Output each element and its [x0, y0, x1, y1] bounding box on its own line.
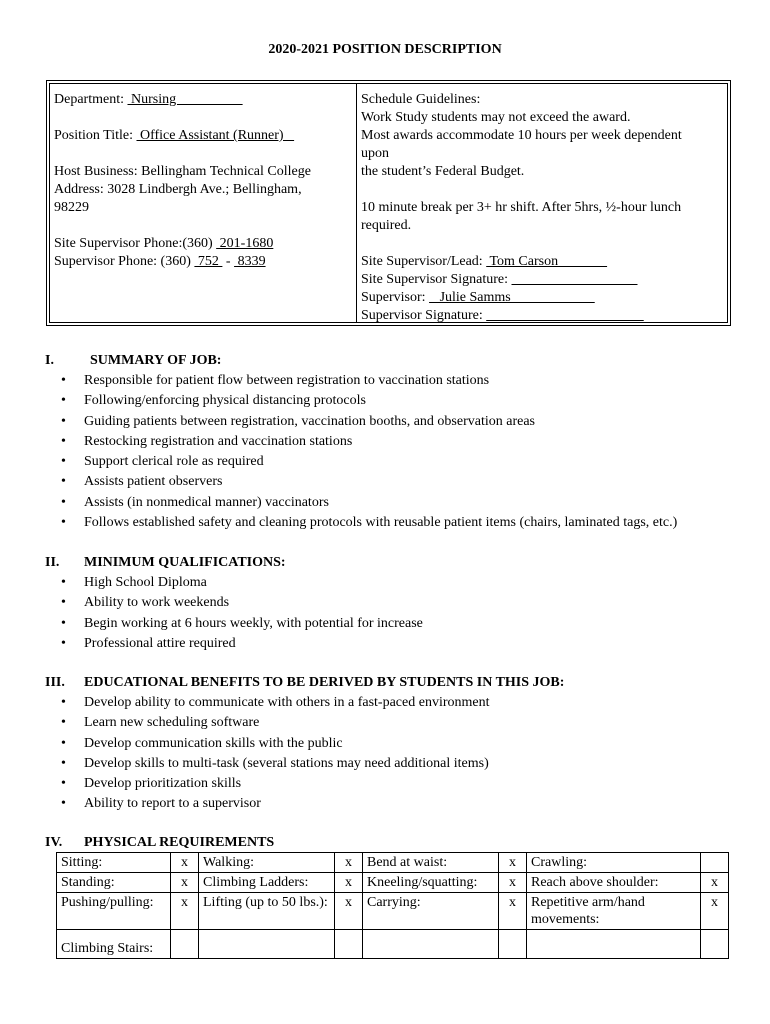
table-row: [57, 893, 729, 930]
requirement-mark: x: [499, 893, 527, 930]
requirement-mark: x: [335, 893, 363, 930]
info-right-column: [357, 84, 727, 322]
requirement-label: Climbing Stairs:: [57, 930, 171, 959]
requirement-mark: x: [335, 873, 363, 893]
requirement-mark: [335, 930, 363, 959]
supervisor-phone-separator: -: [222, 254, 235, 269]
requirement-label: Crawling:: [527, 853, 701, 873]
supervisor-phone-suffix: 8339: [234, 254, 266, 269]
list-item: • Support clerical role as required: [0, 452, 770, 472]
requirement-label: [527, 930, 701, 959]
info-left-column: [50, 84, 357, 322]
list-item: • Ability to work weekends: [0, 593, 770, 613]
list-item: • Ability to report to a supervisor: [0, 794, 770, 814]
section-physical-requirements: [0, 833, 770, 853]
requirement-mark: [701, 853, 729, 873]
supervisor-label: Supervisor:: [361, 290, 430, 305]
requirement-label: Lifting (up to 50 lbs.):: [199, 893, 335, 930]
break-line1: 10 minute break per 3+ hr shift. After 5hrs, ½-hour lunch: [361, 200, 682, 215]
list-item: • Learn new scheduling software: [0, 713, 770, 733]
site-lead-label: Site Supervisor/Lead:: [361, 254, 487, 269]
requirement-label: [199, 930, 335, 959]
site-phone-label: Site Supervisor Phone:(360): [54, 236, 217, 251]
site-signature-line: [361, 271, 727, 289]
requirement-label: Walking:: [199, 853, 335, 873]
section-educational-benefits: [0, 673, 770, 815]
requirement-mark: x: [499, 853, 527, 873]
position-value: Office Assistant (Runner): [136, 128, 295, 143]
benefits-list: [0, 693, 770, 815]
list-item: • Assists patient observers: [0, 472, 770, 492]
site-signature-label: Site Supervisor Signature:: [361, 272, 512, 287]
requirement-mark: x: [701, 873, 729, 893]
requirement-label: Climbing Ladders:: [199, 873, 335, 893]
department-line: [54, 91, 356, 109]
requirement-label: Carrying:: [363, 893, 499, 930]
section-number: II.: [45, 555, 60, 570]
section-heading: SUMMARY OF JOB:: [90, 353, 222, 368]
site-signature-field: [512, 272, 638, 287]
requirement-label: Sitting:: [57, 853, 171, 873]
supervisor-signature-field: [486, 308, 644, 323]
requirement-mark: x: [335, 853, 363, 873]
schedule-line3: upon: [361, 146, 389, 161]
list-item: • Assists (in nonmedical manner) vaccinators: [0, 493, 770, 513]
requirement-mark: x: [171, 853, 199, 873]
table-row: [57, 853, 729, 873]
section-summary: [0, 351, 770, 533]
supervisor-value: Julie Samms: [429, 290, 595, 305]
schedule-line4: the student’s Federal Budget.: [361, 164, 525, 179]
list-item: • Develop ability to communicate with others in a fast-paced environment: [0, 693, 770, 713]
requirement-label: Kneeling/squatting:: [363, 873, 499, 893]
requirement-mark: x: [171, 873, 199, 893]
section-heading: EDUCATIONAL BENEFITS TO BE DERIVED BY STUDENTS IN THIS JOB:: [84, 675, 565, 690]
site-phone-value: 201-1680: [216, 236, 274, 251]
list-item: • Follows established safety and cleaning protocols with reusable patient items (chairs, laminated tags, etc.): [0, 513, 770, 533]
site-lead-value: Tom Carson: [486, 254, 608, 269]
summary-list: [0, 371, 770, 533]
section-number: I.: [45, 353, 54, 368]
site-lead-line: [361, 253, 727, 271]
table-row: [57, 930, 729, 959]
requirement-mark: [171, 930, 199, 959]
address-line1: Address: 3028 Lindbergh Ave.; Bellingham,: [54, 182, 302, 197]
requirement-mark: x: [701, 893, 729, 930]
schedule-line1: Work Study students may not exceed the award.: [361, 110, 631, 125]
section-qualifications: [0, 553, 770, 654]
list-item: • Professional attire required: [0, 634, 770, 654]
list-item: • Develop communication skills with the public: [0, 734, 770, 754]
section-number: III.: [45, 675, 65, 690]
list-item: • Begin working at 6 hours weekly, with potential for increase: [0, 614, 770, 634]
supervisor-phone-line: [54, 253, 356, 271]
address-line2: 98229: [54, 200, 89, 215]
position-line: [54, 127, 356, 145]
list-item: • Develop skills to multi-task (several stations may need additional items): [0, 754, 770, 774]
list-item: • Responsible for patient flow between registration to vaccination stations: [0, 371, 770, 391]
page-title: 2020-2021 POSITION DESCRIPTION: [268, 42, 502, 57]
qualifications-list: [0, 573, 770, 654]
requirement-label: Repetitive arm/hand movements:: [527, 893, 701, 930]
list-item: • Guiding patients between registration, vaccination booths, and observation areas: [0, 412, 770, 432]
position-label: Position Title:: [54, 128, 137, 143]
section-heading: MINIMUM QUALIFICATIONS:: [84, 555, 286, 570]
requirement-mark: [499, 930, 527, 959]
department-value: Nursing: [127, 92, 243, 107]
table-row: [57, 873, 729, 893]
supervisor-phone-prefix: 752: [194, 254, 223, 269]
requirement-mark: x: [171, 893, 199, 930]
requirement-label: Pushing/pulling:: [57, 893, 171, 930]
list-item: • Develop prioritization skills: [0, 774, 770, 794]
physical-requirements-table: [56, 852, 729, 959]
supervisor-signature-label: Supervisor Signature:: [361, 308, 487, 323]
requirement-mark: x: [499, 873, 527, 893]
host-business: Host Business: Bellingham Technical College: [54, 164, 311, 179]
break-line2: required.: [361, 218, 412, 233]
section-heading: PHYSICAL REQUIREMENTS: [84, 835, 275, 850]
requirement-label: Standing:: [57, 873, 171, 893]
list-item: • Following/enforcing physical distancing protocols: [0, 391, 770, 411]
supervisor-line: [361, 289, 727, 307]
schedule-heading: Schedule Guidelines:: [361, 92, 481, 107]
requirement-mark: [701, 930, 729, 959]
requirement-label: Bend at waist:: [363, 853, 499, 873]
info-box: [46, 80, 731, 326]
schedule-line2: Most awards accommodate 10 hours per week dependent: [361, 128, 682, 143]
section-number: IV.: [45, 835, 63, 850]
department-label: Department:: [54, 92, 128, 107]
list-item: • Restocking registration and vaccination stations: [0, 432, 770, 452]
requirement-label: [363, 930, 499, 959]
site-phone-line: [54, 235, 356, 253]
supervisor-signature-line: [361, 307, 727, 325]
supervisor-phone-label: Supervisor Phone: (360): [54, 254, 195, 269]
requirement-label: Reach above shoulder:: [527, 873, 701, 893]
list-item: • High School Diploma: [0, 573, 770, 593]
